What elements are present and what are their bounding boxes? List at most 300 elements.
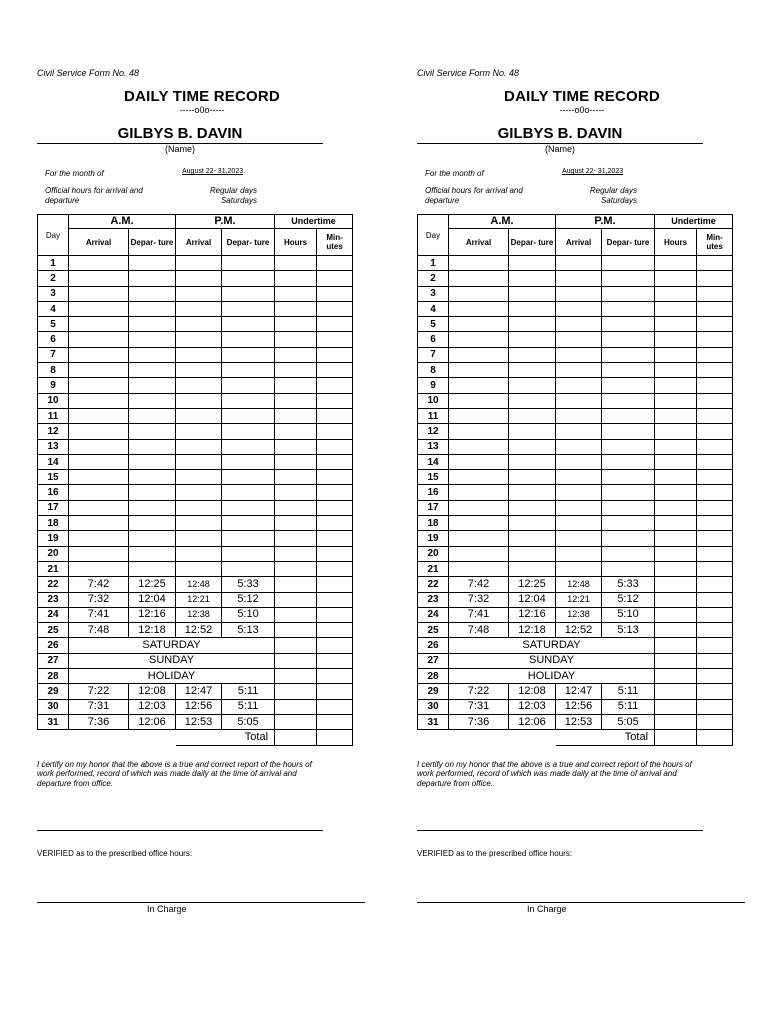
undertime-minutes-header: Min- utes	[317, 229, 353, 256]
am-arrival	[449, 347, 509, 362]
am-arrival	[69, 516, 129, 531]
undertime-minutes	[317, 516, 353, 531]
pm-arrival: 12:56	[556, 699, 602, 714]
day-row	[38, 378, 353, 393]
undertime-hours	[275, 271, 317, 286]
day-number: 6	[418, 332, 449, 347]
day-number: 19	[418, 531, 449, 546]
undertime-minutes	[317, 470, 353, 485]
pm-departure	[602, 347, 655, 362]
pm-departure	[222, 256, 275, 271]
am-departure	[129, 500, 176, 515]
pm-arrival	[176, 516, 222, 531]
am-arrival	[69, 363, 129, 378]
am-arrival: 7:36	[69, 714, 129, 729]
undertime-hours	[275, 317, 317, 332]
undertime-minutes	[317, 378, 353, 393]
day-row	[38, 500, 353, 515]
am-departure	[129, 516, 176, 531]
undertime-minutes	[697, 271, 733, 286]
undertime-minutes	[317, 393, 353, 408]
am-arrival: 7:22	[69, 684, 129, 699]
pm-departure: 5:33	[602, 577, 655, 592]
time-record-table	[37, 214, 353, 746]
am-arrival	[69, 317, 129, 332]
day-row	[418, 408, 733, 423]
pm-arrival	[556, 516, 602, 531]
pm-arrival: 12:48	[176, 577, 222, 592]
day-row	[38, 638, 353, 653]
saturdays-label: Saturdays	[600, 196, 637, 205]
am-departure	[509, 470, 556, 485]
day-row	[418, 653, 733, 668]
undertime-hours	[275, 669, 317, 684]
pm-arrival	[176, 439, 222, 454]
day-row	[38, 286, 353, 301]
pm-arrival	[176, 546, 222, 561]
pm-departure	[602, 378, 655, 393]
day-row	[418, 485, 733, 500]
day-number: 20	[38, 546, 69, 561]
day-number: 3	[38, 286, 69, 301]
undertime-hours	[655, 271, 697, 286]
undertime-minutes	[697, 500, 733, 515]
undertime-minutes	[317, 454, 353, 469]
undertime-hours	[655, 531, 697, 546]
pm-arrival	[556, 317, 602, 332]
day-row	[418, 363, 733, 378]
pm-departure	[222, 286, 275, 301]
pm-departure	[222, 561, 275, 576]
pm-arrival	[556, 546, 602, 561]
am-arrival	[69, 470, 129, 485]
am-departure	[509, 332, 556, 347]
pm-departure	[602, 393, 655, 408]
day-remark: HOLIDAY	[69, 669, 275, 684]
day-row	[38, 256, 353, 271]
am-departure	[129, 546, 176, 561]
undertime-hours	[655, 363, 697, 378]
pm-departure	[602, 470, 655, 485]
pm-header: P.M.	[176, 215, 275, 229]
pm-arrival	[176, 531, 222, 546]
day-number: 8	[418, 363, 449, 378]
pm-arrival	[176, 454, 222, 469]
day-number: 25	[418, 623, 449, 638]
pm-arrival-header: Arrival	[556, 229, 602, 256]
undertime-minutes	[697, 699, 733, 714]
pm-arrival: 12:52	[556, 623, 602, 638]
day-row	[38, 546, 353, 561]
undertime-hours	[655, 347, 697, 362]
pm-arrival	[176, 347, 222, 362]
am-departure	[509, 317, 556, 332]
am-departure	[129, 561, 176, 576]
undertime-minutes	[317, 317, 353, 332]
pm-departure: 5:11	[222, 699, 275, 714]
day-row	[38, 317, 353, 332]
day-number: 14	[418, 454, 449, 469]
pm-arrival	[176, 378, 222, 393]
day-row	[418, 393, 733, 408]
pm-departure	[222, 301, 275, 316]
day-row	[38, 439, 353, 454]
undertime-minutes	[317, 500, 353, 515]
am-departure	[129, 363, 176, 378]
day-row	[418, 607, 733, 622]
pm-arrival: 12:53	[556, 714, 602, 729]
am-departure: 12:25	[129, 577, 176, 592]
day-row	[38, 653, 353, 668]
am-departure	[129, 271, 176, 286]
day-row	[38, 592, 353, 607]
am-departure	[509, 347, 556, 362]
undertime-hours	[655, 653, 697, 668]
undertime-hours	[275, 561, 317, 576]
am-arrival: 7:48	[69, 623, 129, 638]
title-separator: -----o0o-----	[559, 105, 605, 115]
am-departure	[129, 317, 176, 332]
am-departure: 12:08	[509, 684, 556, 699]
day-number: 16	[38, 485, 69, 500]
am-arrival	[69, 408, 129, 423]
undertime-hours	[655, 623, 697, 638]
am-arrival	[69, 378, 129, 393]
undertime-minutes	[317, 592, 353, 607]
am-departure-header: Depar- ture	[509, 229, 556, 256]
undertime-hours	[655, 470, 697, 485]
am-arrival	[449, 454, 509, 469]
am-arrival	[69, 424, 129, 439]
official-hours-label: Official hours for arrival and departure	[425, 186, 523, 205]
pm-departure	[222, 500, 275, 515]
total-spacer	[69, 730, 129, 745]
am-arrival	[449, 393, 509, 408]
total-label: Total	[176, 730, 275, 745]
pm-departure	[602, 286, 655, 301]
undertime-minutes	[697, 454, 733, 469]
day-number: 24	[38, 607, 69, 622]
pm-arrival	[176, 408, 222, 423]
day-row	[38, 454, 353, 469]
record-meta	[417, 160, 747, 204]
am-arrival	[69, 500, 129, 515]
day-row	[418, 424, 733, 439]
day-row	[38, 332, 353, 347]
day-number: 28	[418, 669, 449, 684]
undertime-hours	[655, 317, 697, 332]
pm-arrival	[556, 332, 602, 347]
day-row	[38, 347, 353, 362]
day-number: 13	[418, 439, 449, 454]
am-arrival	[69, 286, 129, 301]
day-number: 6	[38, 332, 69, 347]
day-number: 7	[38, 347, 69, 362]
undertime-minutes	[317, 301, 353, 316]
pm-departure-header: Depar- ture	[602, 229, 655, 256]
form-title: DAILY TIME RECORD	[504, 88, 660, 105]
day-header: Day	[38, 215, 69, 256]
am-arrival	[449, 256, 509, 271]
pm-arrival	[176, 393, 222, 408]
pm-departure	[222, 347, 275, 362]
undertime-minutes	[697, 669, 733, 684]
undertime-hours	[655, 669, 697, 684]
pm-departure	[602, 500, 655, 515]
undertime-minutes	[697, 516, 733, 531]
am-arrival	[69, 347, 129, 362]
am-arrival	[449, 424, 509, 439]
day-row	[418, 256, 733, 271]
pm-departure	[222, 378, 275, 393]
undertime-header: Undertime	[275, 215, 353, 229]
am-arrival	[69, 546, 129, 561]
day-number: 15	[38, 470, 69, 485]
day-number: 26	[418, 638, 449, 653]
undertime-minutes	[697, 607, 733, 622]
am-departure	[129, 256, 176, 271]
day-number: 11	[418, 408, 449, 423]
am-departure: 12:06	[509, 714, 556, 729]
am-header: A.M.	[449, 215, 556, 229]
am-arrival	[69, 531, 129, 546]
employee-name: GILBYS B. DAVIN	[417, 125, 703, 144]
total-minutes	[697, 730, 733, 745]
am-departure: 12:08	[129, 684, 176, 699]
day-row	[418, 699, 733, 714]
undertime-minutes	[697, 301, 733, 316]
undertime-minutes	[317, 653, 353, 668]
day-row	[418, 714, 733, 729]
day-row	[38, 363, 353, 378]
pm-departure	[602, 516, 655, 531]
am-arrival: 7:48	[449, 623, 509, 638]
in-charge-signature-line	[37, 902, 365, 903]
undertime-minutes	[317, 347, 353, 362]
undertime-hours	[275, 546, 317, 561]
am-departure	[509, 378, 556, 393]
certification-text: I certify on my honor that the above is a true and correct report of the hours of work performed, record of which was made daily at the time of arrival and departure from office.	[417, 759, 692, 788]
pm-arrival	[176, 256, 222, 271]
undertime-hours	[655, 561, 697, 576]
undertime-minutes	[317, 363, 353, 378]
undertime-minutes	[697, 408, 733, 423]
total-hours	[275, 730, 317, 745]
pm-departure	[602, 332, 655, 347]
pm-arrival	[556, 500, 602, 515]
pm-departure: 5:12	[602, 592, 655, 607]
employee-signature-line	[37, 830, 323, 831]
day-row	[418, 531, 733, 546]
day-row	[418, 286, 733, 301]
am-arrival	[69, 271, 129, 286]
pm-departure	[602, 363, 655, 378]
day-row	[38, 301, 353, 316]
am-departure	[129, 408, 176, 423]
am-arrival: 7:41	[69, 607, 129, 622]
undertime-hours	[275, 332, 317, 347]
am-arrival	[449, 363, 509, 378]
undertime-hours	[655, 408, 697, 423]
pm-departure: 5:11	[222, 684, 275, 699]
am-departure	[129, 424, 176, 439]
am-arrival: 7:32	[69, 592, 129, 607]
am-arrival: 7:42	[449, 577, 509, 592]
undertime-minutes	[697, 577, 733, 592]
pm-arrival	[556, 271, 602, 286]
day-number: 10	[38, 393, 69, 408]
day-row	[418, 577, 733, 592]
day-number: 24	[418, 607, 449, 622]
undertime-minutes	[317, 561, 353, 576]
day-number: 5	[418, 317, 449, 332]
dtr-form-left	[37, 68, 367, 914]
day-number: 30	[38, 699, 69, 714]
undertime-minutes	[317, 623, 353, 638]
am-arrival	[69, 332, 129, 347]
month-value: August 22- 31,2023	[182, 168, 244, 175]
am-departure: 12:04	[509, 592, 556, 607]
day-row	[38, 699, 353, 714]
undertime-hours	[655, 286, 697, 301]
day-row	[418, 500, 733, 515]
day-row	[418, 378, 733, 393]
undertime-minutes	[317, 424, 353, 439]
day-number: 15	[418, 470, 449, 485]
undertime-header: Undertime	[655, 215, 733, 229]
pm-departure: 5:10	[602, 607, 655, 622]
undertime-hours	[275, 699, 317, 714]
day-number: 31	[38, 714, 69, 729]
day-row	[418, 317, 733, 332]
am-header: A.M.	[69, 215, 176, 229]
undertime-minutes	[697, 623, 733, 638]
day-number: 17	[38, 500, 69, 515]
undertime-minutes	[697, 485, 733, 500]
day-number: 31	[418, 714, 449, 729]
undertime-minutes	[697, 592, 733, 607]
day-remark: SUNDAY	[69, 653, 275, 668]
am-arrival	[449, 378, 509, 393]
pm-departure	[222, 516, 275, 531]
official-days	[557, 186, 637, 206]
pm-arrival	[176, 470, 222, 485]
undertime-hours	[275, 408, 317, 423]
undertime-minutes	[317, 531, 353, 546]
am-arrival: 7:36	[449, 714, 509, 729]
am-departure	[129, 286, 176, 301]
am-departure	[509, 424, 556, 439]
pm-departure: 5:05	[222, 714, 275, 729]
day-number: 25	[38, 623, 69, 638]
pm-arrival	[556, 470, 602, 485]
am-departure: 12:16	[129, 607, 176, 622]
am-departure	[509, 301, 556, 316]
day-number: 10	[418, 393, 449, 408]
total-spacer	[418, 730, 449, 745]
pm-departure	[222, 424, 275, 439]
day-row	[38, 393, 353, 408]
am-departure	[509, 561, 556, 576]
pm-arrival	[176, 500, 222, 515]
pm-departure	[222, 454, 275, 469]
am-arrival	[449, 408, 509, 423]
undertime-minutes	[317, 332, 353, 347]
pm-departure	[602, 485, 655, 500]
day-row	[38, 577, 353, 592]
day-number: 21	[418, 561, 449, 576]
pm-arrival	[176, 317, 222, 332]
undertime-hours	[655, 699, 697, 714]
pm-arrival	[556, 454, 602, 469]
day-number: 19	[38, 531, 69, 546]
am-departure: 12:03	[129, 699, 176, 714]
pm-arrival: 12:47	[176, 684, 222, 699]
pm-arrival	[176, 363, 222, 378]
am-departure	[509, 439, 556, 454]
am-departure	[509, 286, 556, 301]
day-row	[38, 531, 353, 546]
undertime-minutes	[697, 347, 733, 362]
am-departure: 12:03	[509, 699, 556, 714]
am-arrival	[69, 485, 129, 500]
undertime-hours	[655, 577, 697, 592]
day-number: 22	[38, 577, 69, 592]
pm-arrival: 12:47	[556, 684, 602, 699]
undertime-minutes	[697, 714, 733, 729]
day-row	[38, 408, 353, 423]
undertime-hours	[275, 454, 317, 469]
am-departure	[129, 378, 176, 393]
day-number: 9	[418, 378, 449, 393]
month-label: For the month of	[425, 169, 484, 178]
day-row	[38, 561, 353, 576]
pm-arrival	[556, 347, 602, 362]
undertime-hours	[655, 546, 697, 561]
undertime-hours	[655, 439, 697, 454]
day-row	[38, 607, 353, 622]
day-number: 28	[38, 669, 69, 684]
day-row	[38, 424, 353, 439]
am-arrival: 7:22	[449, 684, 509, 699]
undertime-hours	[275, 500, 317, 515]
pm-departure-header: Depar- ture	[222, 229, 275, 256]
am-departure	[509, 408, 556, 423]
am-departure	[129, 485, 176, 500]
day-remark: SATURDAY	[69, 638, 275, 653]
am-arrival	[449, 439, 509, 454]
month-label: For the month of	[45, 169, 104, 178]
day-number: 1	[38, 256, 69, 271]
day-row	[418, 271, 733, 286]
day-number: 12	[38, 424, 69, 439]
day-row	[418, 332, 733, 347]
pm-departure	[222, 363, 275, 378]
am-departure	[129, 470, 176, 485]
day-number: 9	[38, 378, 69, 393]
undertime-hours	[275, 439, 317, 454]
undertime-minutes	[317, 256, 353, 271]
undertime-minutes	[317, 408, 353, 423]
day-row	[38, 470, 353, 485]
pm-arrival	[176, 424, 222, 439]
undertime-hours	[275, 301, 317, 316]
pm-departure	[222, 408, 275, 423]
day-number: 18	[38, 516, 69, 531]
pm-departure	[222, 546, 275, 561]
name-caption: (Name)	[164, 144, 195, 154]
am-departure	[509, 546, 556, 561]
